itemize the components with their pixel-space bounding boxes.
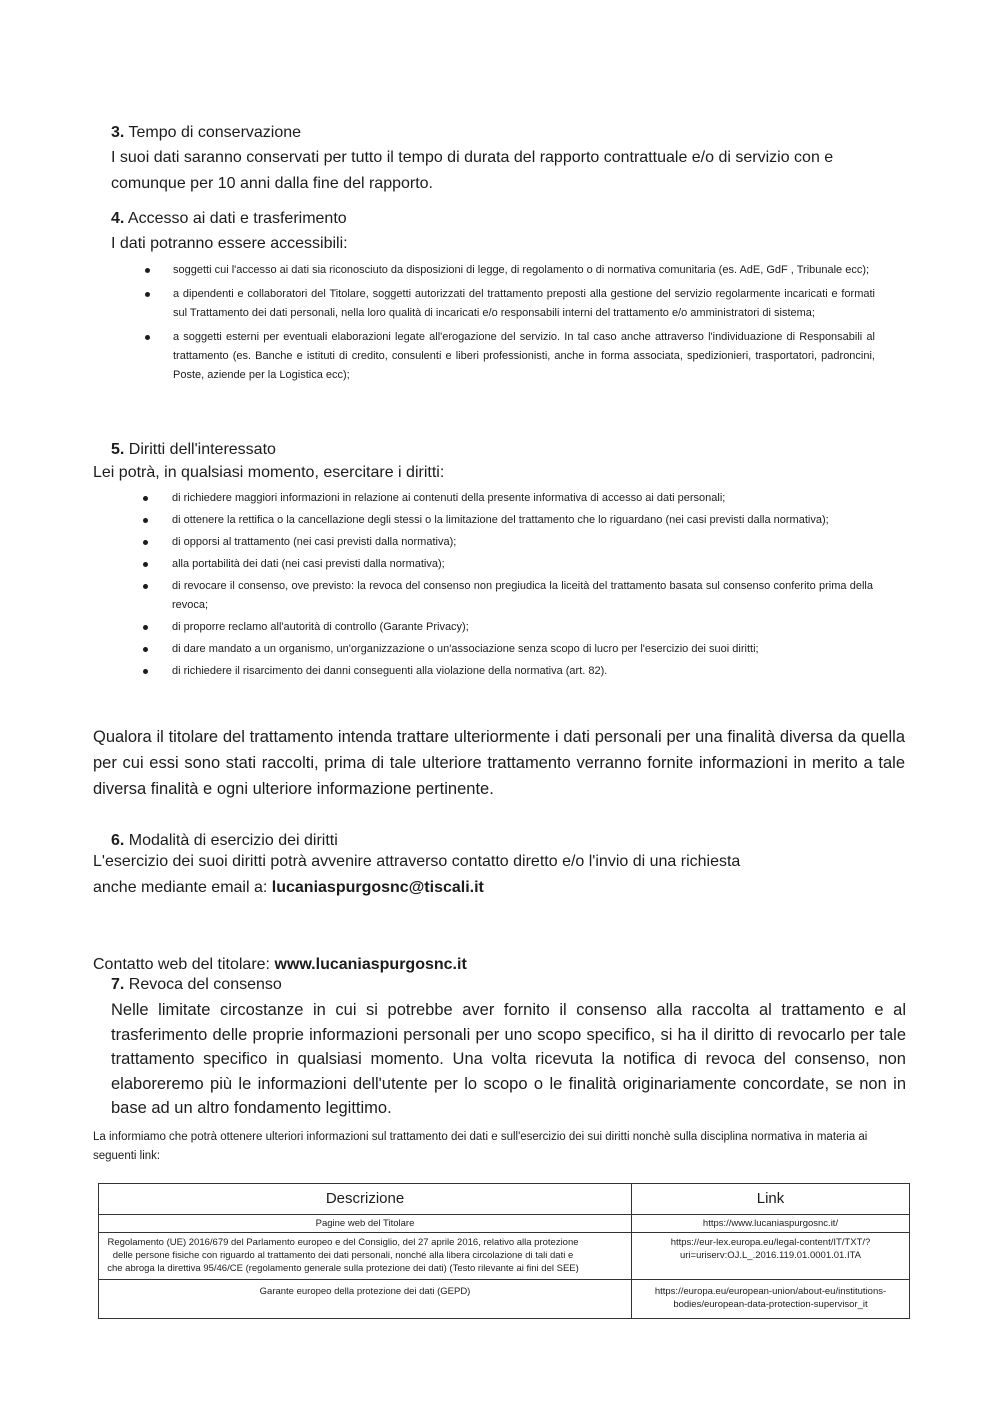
table-cell-link[interactable]: https://europa.eu/european-union/about-eu/institutions-bodies/european-data-protection-supervisor_it: [632, 1280, 910, 1319]
bullet-icon: [143, 540, 148, 545]
list-item-text: di richiedere il risarcimento dei danni conseguenti alla violazione della normativa (art. 82).: [172, 665, 608, 677]
list-item-text: di richiedere maggiori informazioni in relazione ai contenuti della presente informativa di accesso ai dati personali;: [172, 492, 726, 504]
list-item-text: di revocare il consenso, ove previsto: la revoca del consenso non pregiudica la liceità del trattamento basata sul consenso conferito prima della revoca;: [172, 580, 873, 611]
section-6-heading: [111, 832, 338, 850]
bullet-icon: [145, 268, 150, 273]
section-7-text: Nelle limitate circostanze in cui si potrebbe aver fornito il consenso alla raccolta al trattamento e al trasferimento delle proprie informazioni personali per uno scopo specifico, si ha il diritto di revocarlo per tale trattamento specifico in qualsiasi momento. Una volta ricevuta la notifica di revoca del consenso, non elaboreremo più le informazioni dell'utente per lo scopo o le finalità originariamente concordate, se non in base ad un altro fondamento legittimo.: [111, 1001, 906, 1117]
web-contact-link[interactable]: www.lucaniaspurgosnc.it: [274, 956, 467, 973]
list-item: [143, 640, 873, 659]
bullet-icon: [145, 335, 150, 340]
links-table: [98, 1183, 910, 1319]
table-cell-link[interactable]: https://eur-lex.europa.eu/legal-content/IT/TXT/?uri=uriserv:OJ.L_.2016.119.01.0001.01.ITA: [632, 1233, 910, 1280]
list-item: [145, 328, 875, 385]
section-title: Diritti dell'interessato: [128, 441, 276, 458]
table-row: [99, 1215, 910, 1233]
list-item: [143, 533, 873, 552]
section-4-list: [145, 261, 875, 385]
list-item: [143, 511, 873, 530]
section-title: Accesso ai dati e trasferimento: [127, 210, 347, 227]
section-number: 3.: [111, 124, 125, 141]
table-row: [99, 1233, 910, 1280]
web-contact: [93, 952, 893, 978]
section-7-heading: [111, 976, 282, 994]
list-item: [143, 577, 873, 615]
bullet-icon: [143, 647, 148, 652]
section-5-heading: [111, 441, 276, 459]
table-row: [99, 1280, 910, 1319]
section-6-text: [93, 849, 893, 901]
bullet-icon: [143, 562, 148, 567]
list-item-text: di dare mandato a un organismo, un'organizzazione o un'associazione senza scopo di lucro per l'esercizio dei suoi diritti;: [172, 643, 759, 655]
section-5-intro: Lei potrà, in qualsiasi momento, esercitare i diritti:: [93, 464, 445, 481]
list-item: [143, 662, 873, 681]
bullet-icon: [145, 292, 150, 297]
table-header-row: [99, 1184, 910, 1215]
column-header-link: Link: [632, 1184, 910, 1215]
list-item-text: alla portabilità dei dati (nei casi previsti dalla normativa);: [172, 558, 445, 570]
section-title: Revoca del consenso: [128, 976, 282, 993]
table-cell-description: Garante europeo della protezione dei dati (GEPD): [99, 1280, 632, 1319]
table-cell-description: Regolamento (UE) 2016/679 del Parlamento europeo e del Consiglio, del 27 aprile 2016, relativo alla protezione delle persone fisiche con riguardo al trattamento dei dati personali, nonché alla libera circolazione di tali dati e che abroga la direttiva 95/46/CE (regolamento generale sulla protezione dei dati) (Testo rilevante ai fini del SEE): [99, 1233, 632, 1280]
section-6-line-2-prefix: anche mediante email a:: [93, 879, 272, 896]
list-item-text: a soggetti esterni per eventuali elaborazioni legate all'erogazione del servizio. In tal caso anche attraverso l'individuazione di Responsabili al trattamento (es. Banche e istituti di credito, consulenti e liberi professionisti, anche in forma associata, spedizionieri, trasportatori, padroncini, Poste, aziende per la Logistica ecc);: [173, 331, 875, 381]
list-item: [145, 285, 875, 323]
list-item: [143, 618, 873, 637]
web-contact-label: Contatto web del titolare:: [93, 956, 275, 973]
list-item-text: di opporsi al trattamento (nei casi previsti dalla normativa);: [172, 536, 457, 548]
table-cell-description: Pagine web del Titolare: [99, 1215, 632, 1233]
section-4-heading: [111, 210, 347, 228]
further-use-paragraph: Qualora il titolare del trattamento intenda trattare ulteriormente i dati personali per una finalità diversa da quella per cui essi sono stati raccolti, prima di tale ulteriore trattamento verranno fornite informazioni in merito a tale diversa finalità e ogni ulteriore informazione pertinente.: [93, 728, 905, 798]
section-number: 7.: [111, 976, 125, 993]
table-cell-link[interactable]: https://www.lucaniaspurgosnc.it/: [632, 1215, 910, 1233]
section-number: 4.: [111, 210, 125, 227]
section-number: 5.: [111, 441, 125, 458]
bullet-icon: [143, 496, 148, 501]
list-item: [143, 489, 873, 508]
list-item: [143, 555, 873, 574]
contact-email-link[interactable]: lucaniaspurgosnc@tiscali.it: [271, 879, 484, 896]
bullet-icon: [143, 669, 148, 674]
list-item-text: di ottenere la rettifica o la cancellazione degli stessi o la limitazione del trattamento che lo riguardano (nei casi previsti dalla normativa);: [172, 514, 829, 526]
bullet-icon: [143, 518, 148, 523]
list-item-text: a dipendenti e collaboratori del Titolare, soggetti autorizzati del trattamento preposti alla gestione del servizio regolarmente incaricati e formati sul Trattamento dei dati personali, nella loro qualità di incaricati e/o responsabili interni del trattamento e/o amministratori di sistema;: [173, 288, 875, 319]
section-number: 6.: [111, 832, 125, 849]
section-title: Modalità di esercizio dei diritti: [128, 832, 338, 849]
section-3-heading: [111, 124, 301, 142]
list-item: [145, 261, 875, 280]
section-3-text: I suoi dati saranno conservati per tutto il tempo di durata del rapporto contrattuale e/o di servizio con e comunque per 10 anni dalla fine del rapporto.: [111, 149, 834, 192]
section-title: Tempo di conservazione: [128, 124, 302, 141]
list-item-text: soggetti cui l'accesso ai dati sia riconosciuto da disposizioni di legge, di regolamento o di normativa comunitaria (es. AdE, GdF , Tribunale ecc);: [173, 264, 870, 276]
column-header-description: Descrizione: [99, 1184, 632, 1215]
section-6-line-1: L'esercizio dei suoi diritti potrà avvenire attraverso contatto diretto e/o l'invio di una richiesta: [93, 853, 741, 870]
list-item-text: di proporre reclamo all'autorità di controllo (Garante Privacy);: [172, 621, 469, 633]
bullet-icon: [143, 625, 148, 630]
bullet-icon: [143, 584, 148, 589]
links-intro: La informiamo che potrà ottenere ulteriori informazioni sul trattamento dei dati e sull'esercizio dei sui diritti nonchè sulla disciplina normativa in materia ai seguenti link:: [93, 1131, 868, 1162]
section-4-intro: I dati potranno essere accessibili:: [111, 235, 348, 252]
section-5-list: [143, 489, 873, 681]
